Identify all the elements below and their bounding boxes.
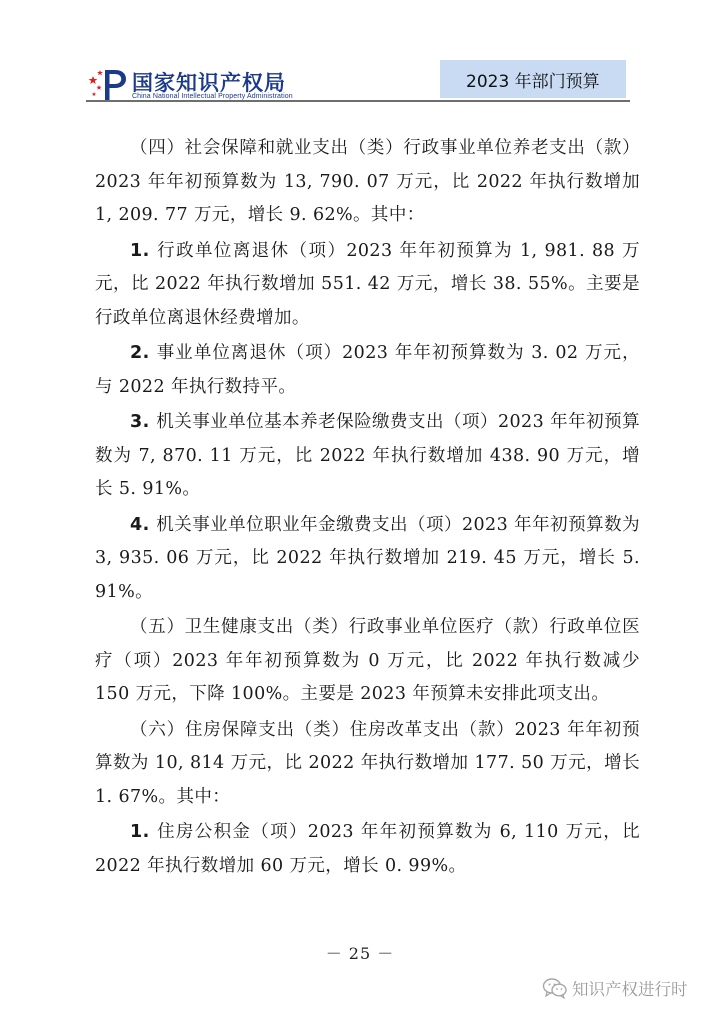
page-header <box>0 0 720 110</box>
item-number: 4. <box>130 514 157 535</box>
paragraph-item-3-pension-insurance <box>95 406 640 507</box>
header-divider <box>86 100 630 102</box>
paragraph-text: 机关事业单位职业年金缴费支出（项）2023 年年初预算数为 3, 935. 06 万元，比 2022 年执行数增加 219. 45 万元，增长 5. 91%。 <box>95 514 641 602</box>
paragraph-item-1-admin-retirement <box>95 235 640 336</box>
item-number: 3. <box>130 412 157 432</box>
document-body <box>95 132 640 885</box>
watermark-text: 知识产权进行时 <box>572 980 688 999</box>
item-number: 2. <box>130 343 157 363</box>
wechat-icon <box>542 977 568 999</box>
cnipa-logo <box>88 66 298 102</box>
paragraph-text: （四）社会保障和就业支出（类）行政事业单位养老支出（款）2023 年年初预算数为 13, 790. 07 万元，比 2022 年执行数增加 1, 209. 77 万元，增长 9. 62%。其中： <box>95 138 640 225</box>
paragraph-text: 机关事业单位基本养老保险缴费支出（项）2023 年年初预算数为 7, 870. 11 万元，比 2022 年执行数增加 438. 90 万元，增长 5. 91%。 <box>95 412 641 499</box>
paragraph-housing <box>95 714 640 815</box>
paragraph-text: 事业单位离退休（项）2023 年年初预算数为 3. 02 万元，与 2022 年执行数持平。 <box>95 343 640 397</box>
paragraph-item-2-public-retirement <box>95 337 640 404</box>
paragraph-social-security <box>95 132 640 233</box>
budget-tag-label: 2023 年部门预算 <box>466 72 600 92</box>
page-number: － 25 － <box>325 944 395 963</box>
item-number: 1. <box>130 240 158 261</box>
paragraph-text: （五）卫生健康支出（类）行政事业单位医疗（款）行政单位医疗（项）2023 年年初预算数为 0 万元，比 2022 年执行数减少 150 万元，下降 100%。主要是 2023 年预算未安排此项支出。 <box>95 617 640 704</box>
item-number: 1. <box>130 822 158 842</box>
paragraph-item-4-occupational-annuity <box>95 509 640 610</box>
paragraph-text: 行政单位离退休（项）2023 年年初预算为 1, 981. 88 万元，比 2022 年执行数增加 551. 42 万元，增长 38. 55%。主要是行政单位离退休经费增加。 <box>95 240 640 328</box>
logo-chinese-name: 国家知识产权局 <box>132 71 286 95</box>
paragraph-text: 住房公积金（项）2023 年年初预算数为 6, 110 万元，比 2022 年执行数增加 60 万元，增长 0. 99%。 <box>95 822 640 876</box>
paragraph-text: （六）住房保障支出（类）住房改革支出（款）2023 年年初预算数为 10, 814 万元，比 2022 年执行数增加 177. 50 万元，增长 1. 67%。其中： <box>95 719 640 807</box>
logo-english-name: China National Intellectual Property Administration <box>132 93 293 100</box>
paragraph-health <box>95 611 640 712</box>
paragraph-item-1-housing-fund <box>95 816 640 883</box>
budget-tag <box>440 60 626 98</box>
cnipa-logo-icon <box>88 66 128 102</box>
